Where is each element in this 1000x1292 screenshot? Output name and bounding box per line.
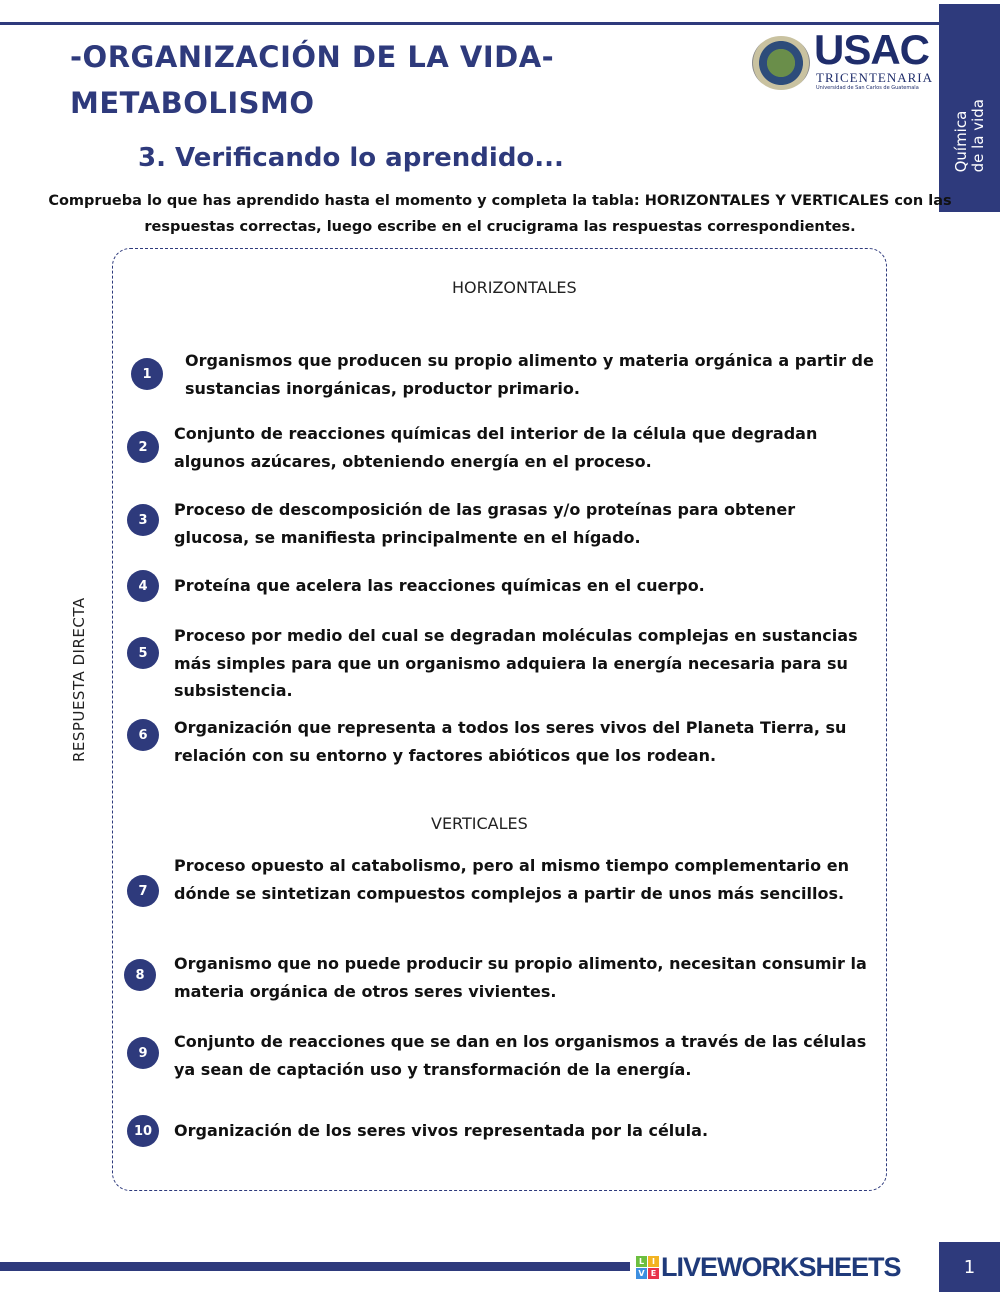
liveworksheets-logo xyxy=(636,1252,901,1283)
horizontal-heading: HORIZONTALES xyxy=(452,278,577,297)
item-number-badge: 6 xyxy=(127,719,159,751)
question-text: Proceso opuesto al catabolismo, pero al mismo tiempo complementario en dónde se sintetizan compuestos complejos a partir de unos más sencillos. xyxy=(174,856,849,903)
item-number-badge: 1 xyxy=(131,358,163,390)
footer-rule xyxy=(0,1262,630,1271)
live-cubes-icon xyxy=(636,1256,659,1279)
logo-sub: TRICENTENARIA xyxy=(816,70,933,85)
title-line-1: -ORGANIZACIÓN DE LA VIDA- xyxy=(70,40,555,74)
item-number-badge: 3 xyxy=(127,504,159,536)
vertical-heading: VERTICALES xyxy=(431,814,528,833)
question-text: Organismos que producen su propio alimento y materia orgánica a partir de sustancias inorgánicas, productor primario. xyxy=(185,351,874,398)
item-number-badge: 7 xyxy=(127,875,159,907)
side-tab xyxy=(939,4,1000,212)
question-text: Organización que representa a todos los seres vivos del Planeta Tierra, su relación con su entorno y factores abióticos que los rodean. xyxy=(174,718,847,765)
question-text: Organización de los seres vivos representada por la célula. xyxy=(174,1121,709,1140)
section-title: 3. Verificando lo aprendido... xyxy=(138,143,564,173)
instructions: Comprueba lo que has aprendido hasta el momento y completa la tabla: HORIZONTALES Y VERTICALES con las respuestas correctas, luego escribe en el crucigrama las respuestas correspondientes. xyxy=(48,193,952,235)
item-number-badge: 9 xyxy=(127,1037,159,1069)
item-number-badge: 5 xyxy=(127,637,159,669)
item-number-badge: 2 xyxy=(127,431,159,463)
brand-text: LIVEWORKSHEETS xyxy=(661,1252,901,1282)
cube-letter: V xyxy=(636,1268,647,1279)
question-text: Conjunto de reacciones químicas del interior de la célula que degradan algunos azúcares, obteniendo energía en el proceso. xyxy=(174,424,818,471)
header-rule xyxy=(0,22,940,25)
side-tab-label: Química de la vida xyxy=(952,98,987,172)
logo-name: USAC xyxy=(814,26,930,73)
side-label: RESPUESTA DIRECTA xyxy=(70,597,88,762)
item-number-badge: 10 xyxy=(127,1115,159,1147)
question-text: Organismo que no puede producir su propio alimento, necesitan consumir la materia orgánica de otros seres vivientes. xyxy=(174,954,867,1001)
item-number-badge: 4 xyxy=(127,570,159,602)
title-line-2: METABOLISMO xyxy=(70,86,315,120)
item-number-badge: 8 xyxy=(124,959,156,991)
page-number: 1 xyxy=(939,1242,1000,1292)
question-text: Conjunto de reacciones que se dan en los organismos a través de las células ya sean de captación uso y transformación de la energía. xyxy=(174,1032,867,1079)
university-seal-icon xyxy=(752,36,810,90)
cube-letter: I xyxy=(648,1256,659,1267)
question-text: Proceso de descomposición de las grasas y/o proteínas para obtener glucosa, se manifiesta principalmente en el hígado. xyxy=(174,500,796,547)
logo-caption: Universidad de San Carlos de Guatemala xyxy=(816,85,919,91)
usac-logo xyxy=(752,26,937,94)
question-text: Proceso por medio del cual se degradan moléculas complejas en sustancias más simples para que un organismo adquiera la energía necesaria para su subsistencia. xyxy=(174,626,858,700)
cube-letter: E xyxy=(648,1268,659,1279)
cube-letter: L xyxy=(636,1256,647,1267)
page-title xyxy=(70,34,554,126)
question-text: Proteína que acelera las reacciones químicas en el cuerpo. xyxy=(174,576,705,595)
